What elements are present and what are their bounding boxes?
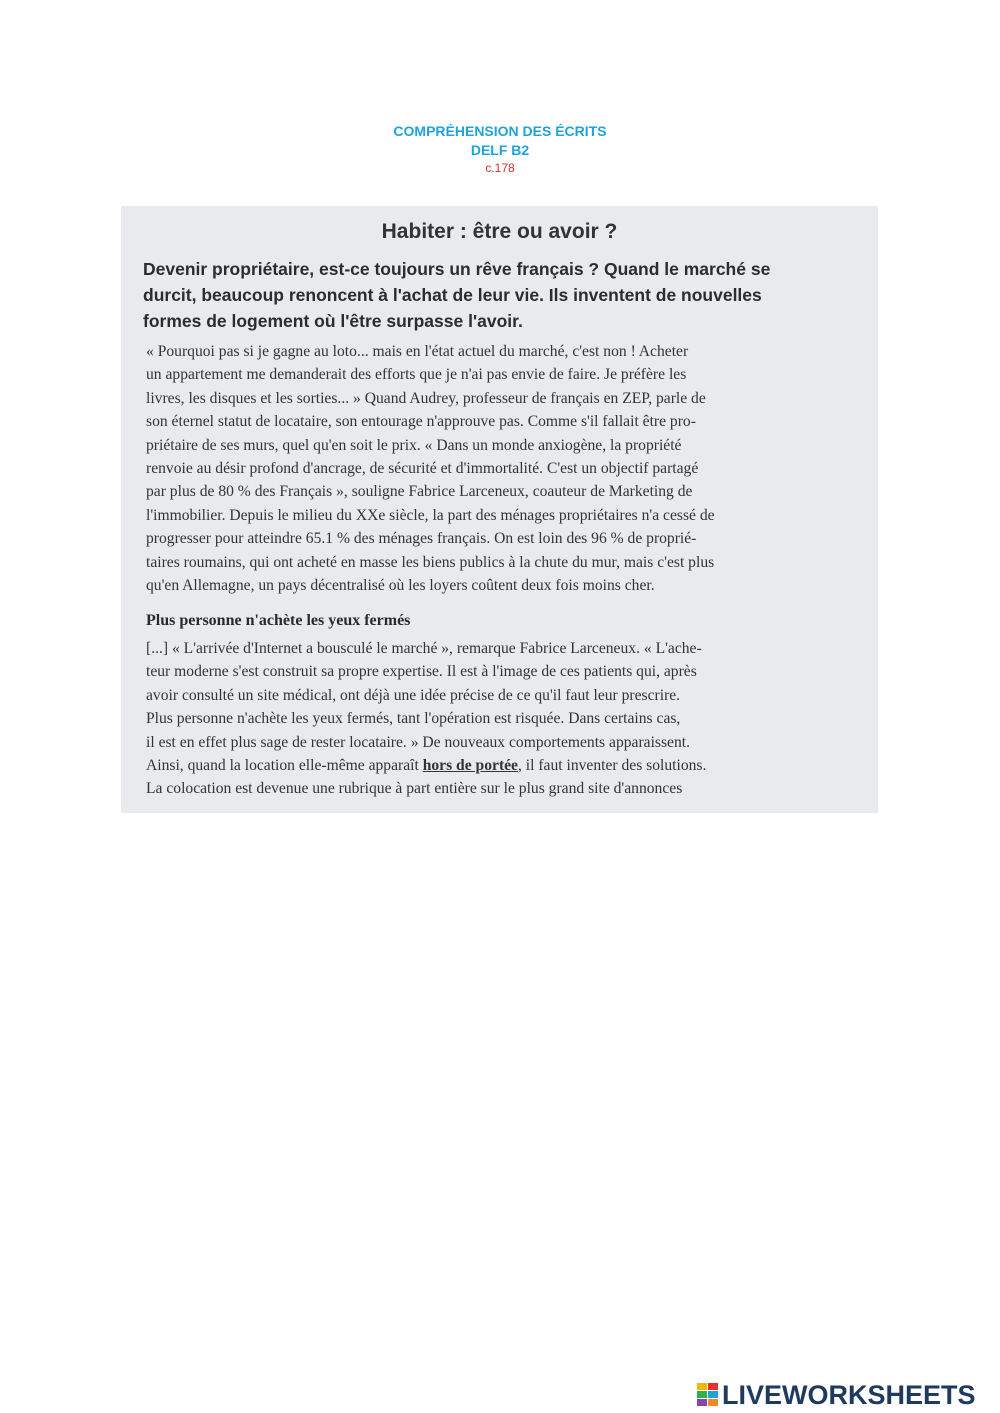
- text-fragment: , il faut inventer des solutions.: [517, 757, 707, 775]
- liveworksheets-logo-icon: [697, 1383, 719, 1407]
- text-line: renvoie au désir profond d'ancrage, de sécurité et d'immortalité. C'est un objectif partagé: [146, 460, 699, 478]
- header-title: COMPRÉHENSION DES ÉCRITS: [393, 123, 607, 139]
- article-subheading: Plus personne n'achète les yeux fermés: [146, 612, 411, 629]
- paragraph-2: [146, 637, 856, 801]
- text-line: taires roumains, qui ont acheté en masse les biens publics à la chute du mur, mais c'est plus: [146, 553, 715, 571]
- article-lead: [143, 256, 863, 334]
- scanned-article: [121, 206, 878, 813]
- text-line: [...] « L'arrivée d'Internet a bousculé le marché », remarque Fabrice Larceneux. « L'ache-: [146, 640, 702, 657]
- article-title: Habiter : être ou avoir ?: [381, 220, 618, 243]
- header-code: c.178: [485, 161, 515, 175]
- text-line: avoir consulté un site médical, ont déjà une idée précise de ce qu'il faut leur prescrire.: [146, 686, 681, 704]
- paragraph-1: [146, 340, 856, 597]
- logo-text: LIVEWORKSHEETS: [722, 1379, 976, 1410]
- text-fragment: Ainsi, quand la location elle-même apparaît: [146, 757, 423, 775]
- text-line: par plus de 80 % des Français », souligne Fabrice Larceneux, coauteur de Marketing de: [146, 483, 693, 501]
- text-line: livres, les disques et les sorties... » Quand Audrey, professeur de français en ZEP, parle de: [146, 389, 706, 407]
- text-line: un appartement me demanderait des efforts que je n'ai pas envie de faire. Je préfère les: [146, 366, 687, 384]
- text-line-with-highlight: [146, 754, 856, 777]
- lead-line: durcit, beaucoup renoncent à l'achat de leur vie. Ils inventent de nouvelles: [143, 285, 762, 305]
- text-line: Plus personne n'achète les yeux fermés, tant l'opération est risquée. Dans certains cas,: [146, 710, 681, 728]
- lead-line: Devenir propriétaire, est-ce toujours un rêve français ? Quand le marché se: [143, 259, 771, 279]
- text-line: l'immobilier. Depuis le milieu du XXe siècle, la part des ménages propriétaires n'a cessé de: [146, 506, 715, 524]
- page-header: [0, 122, 1000, 177]
- text-line: priétaire de ses murs, quel qu'en soit le prix. « Dans un monde anxiogène, la propriété: [146, 436, 682, 454]
- header-level: DELF B2: [470, 142, 530, 158]
- text-line: teur moderne s'est construit sa propre expertise. Il est à l'image de ces patients qui, après: [146, 663, 697, 681]
- text-line: qu'en Allemagne, un pays décentralisé où les loyers coûtent deux fois moins cher.: [146, 577, 655, 595]
- text-line: La colocation est devenue une rubrique à part entière sur le plus grand site d'annonces: [146, 780, 683, 798]
- text-line: « Pourquoi pas si je gagne au loto... mais en l'état actuel du marché, c'est non ! Acheter: [146, 343, 689, 360]
- text-line: il est en effet plus sage de rester locataire. » De nouveaux comportements apparaissent.: [146, 733, 690, 751]
- highlighted-expression: hors de portée: [422, 757, 518, 775]
- text-line: son éternel statut de locataire, son entourage n'approuve pas. Comme s'il fallait être pro-: [146, 413, 696, 431]
- liveworksheets-logo: [697, 1380, 993, 1410]
- text-line: progresser pour atteindre 65.1 % des ménages français. On est loin des 96 % de proprié-: [146, 530, 697, 548]
- lead-line: formes de logement où l'être surpasse l'avoir.: [143, 311, 523, 331]
